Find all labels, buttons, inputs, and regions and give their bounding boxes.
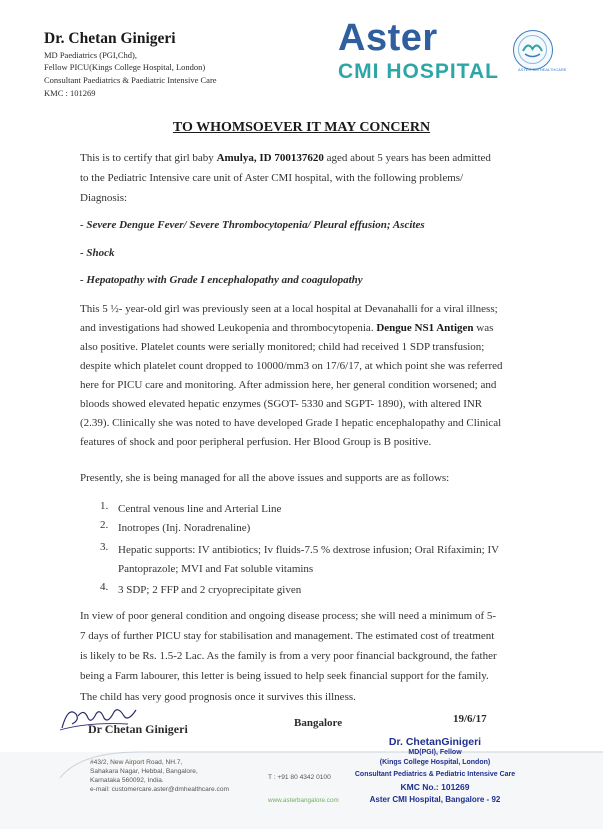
list-number: 4.	[100, 581, 109, 593]
management-item: 3 SDP; 2 FFP and 2 cryoprecipitate given	[118, 584, 302, 596]
stamp-line: Dr. ChetanGinigeri	[388, 736, 482, 748]
history-line: features of shock and poor peripheral perfusion. Her Blood Group is B positive.	[80, 436, 432, 448]
closing-line: The child has very good prognosis once it survives this illness.	[80, 691, 356, 703]
seal-caption: ASTER DM HEALTHCARE	[518, 67, 567, 72]
management-item: Hepatic supports: IV antibiotics; Iv fluids-7.5 % dextrose infusion; Oral Rifaximin; IV	[118, 544, 500, 556]
signatory-name: Dr Chetan Ginigeri	[88, 722, 188, 736]
closing-line: In view of poor general condition and ongoing disease process; she will need a minimum of 5-	[80, 610, 497, 622]
history-line: This 5 ½- year-old girl was previously seen at a local hospital at Devanahalli for a viral illness;	[80, 303, 498, 315]
management-item: Pantoprazole; MVI and Fat soluble vitamins	[118, 563, 314, 575]
credential-line: Fellow PICU(Kings College Hospital, London)	[44, 62, 206, 72]
footer-website: www.asterbangalore.com	[268, 797, 339, 804]
credential-line: KMC : 101269	[44, 88, 96, 98]
patient-id: Amulya, ID 700137620	[216, 152, 324, 164]
closing-line: being a Farm labourer, this letter is being issued to help seek financial support for the family.	[80, 670, 489, 682]
cmi-hospital-wordmark: CMI HOSPITAL	[338, 60, 499, 83]
signature-date: 19/6/17	[453, 713, 487, 725]
management-item: Central venous line and Arterial Line	[118, 503, 282, 515]
stamp-line: (Kings College Hospital, London)	[379, 759, 491, 766]
document-title: TO WHOMSOEVER IT MAY CONCERN	[172, 120, 431, 135]
footer-address: #43/2, New Airport Road, NH.7, Sahakara Nagar, Hebbal, Bangalore, Karnataka 560092, India. e-mail: customercare.aster@dmhealthcare.com	[90, 759, 229, 793]
history-line: also positive. Platelet counts were serially monitored; child had received 1 SDP transfusion;	[80, 341, 485, 353]
stamp-line: MD(PGI), Fellow	[408, 749, 462, 756]
doctor-name: Dr. Chetan Ginigeri	[44, 30, 176, 47]
diagnosis-item: - Hepatopathy with Grade I encephalopathy and coagulopathy	[80, 274, 363, 286]
closing-line: 7 days of further PICU stay for stabilisation and management. The estimated cost of treatment	[80, 630, 495, 642]
history-line: here for PICU care and monitoring. After admission here, her general condition worsened; and	[80, 379, 497, 391]
stamp-line: KMC No.: 101269	[400, 782, 470, 792]
diagnosis-item: - Severe Dengue Fever/ Severe Thrombocytopenia/ Pleural effusion; Ascites	[80, 219, 425, 231]
diagnosis-item: - Shock	[80, 247, 115, 259]
dm-healthcare-seal-icon	[513, 30, 553, 70]
list-number: 1.	[100, 500, 109, 512]
history-line: bloods showed elevated hepatic enzymes (SGOT- 5330 and SGPT- 1890), with altered INR	[80, 398, 483, 410]
management-item: Inotropes (Inj. Noradrenaline)	[118, 522, 251, 534]
history-line: (2.39). Clinically she was noted to have developed Grade I hepatic encephalopathy and Clinical	[80, 417, 502, 429]
stamp-line: Aster CMI Hospital, Bangalore - 92	[369, 795, 501, 804]
list-number: 2.	[100, 519, 109, 531]
aster-logo-wordmark: Aster	[338, 17, 438, 59]
closing-line: is likely to be Rs. 1.5-2 Lac. As the family is from a very poor financial background, the father	[80, 650, 497, 662]
management-intro: Presently, she is being managed for all the above issues and supports are as follows:	[80, 472, 450, 484]
intro-line: to the Pediatric Intensive care unit of Aster CMI hospital, with the following problems/	[80, 172, 464, 184]
intro-line: This is to certify that girl baby Amulya, ID 700137620 aged about 5 years has been admitted	[80, 152, 491, 164]
dengue-ns1-antigen: Dengue NS1 Antigen	[376, 322, 474, 334]
signature-city: Bangalore	[294, 717, 343, 729]
list-number: 3.	[100, 541, 109, 553]
history-line: despite which platelet count dropped to 10000/mm3 on 17/6/17, at which point she was referred	[80, 360, 503, 372]
credential-line: MD Paediatrics (PGI,Chd),	[44, 50, 138, 60]
stamp-line: Consultant Pediatrics & Pediatric Intensive Care	[354, 771, 516, 778]
history-line: and investigations had showed Leukopenia and thrombocytopenia. Dengue NS1 Antigen was	[80, 322, 494, 334]
footer-phone: T : +91 80 4342 0100	[268, 774, 331, 781]
intro-line: Diagnosis:	[80, 192, 128, 204]
credential-line: Consultant Paediatrics & Paediatric Intensive Care	[44, 75, 217, 85]
